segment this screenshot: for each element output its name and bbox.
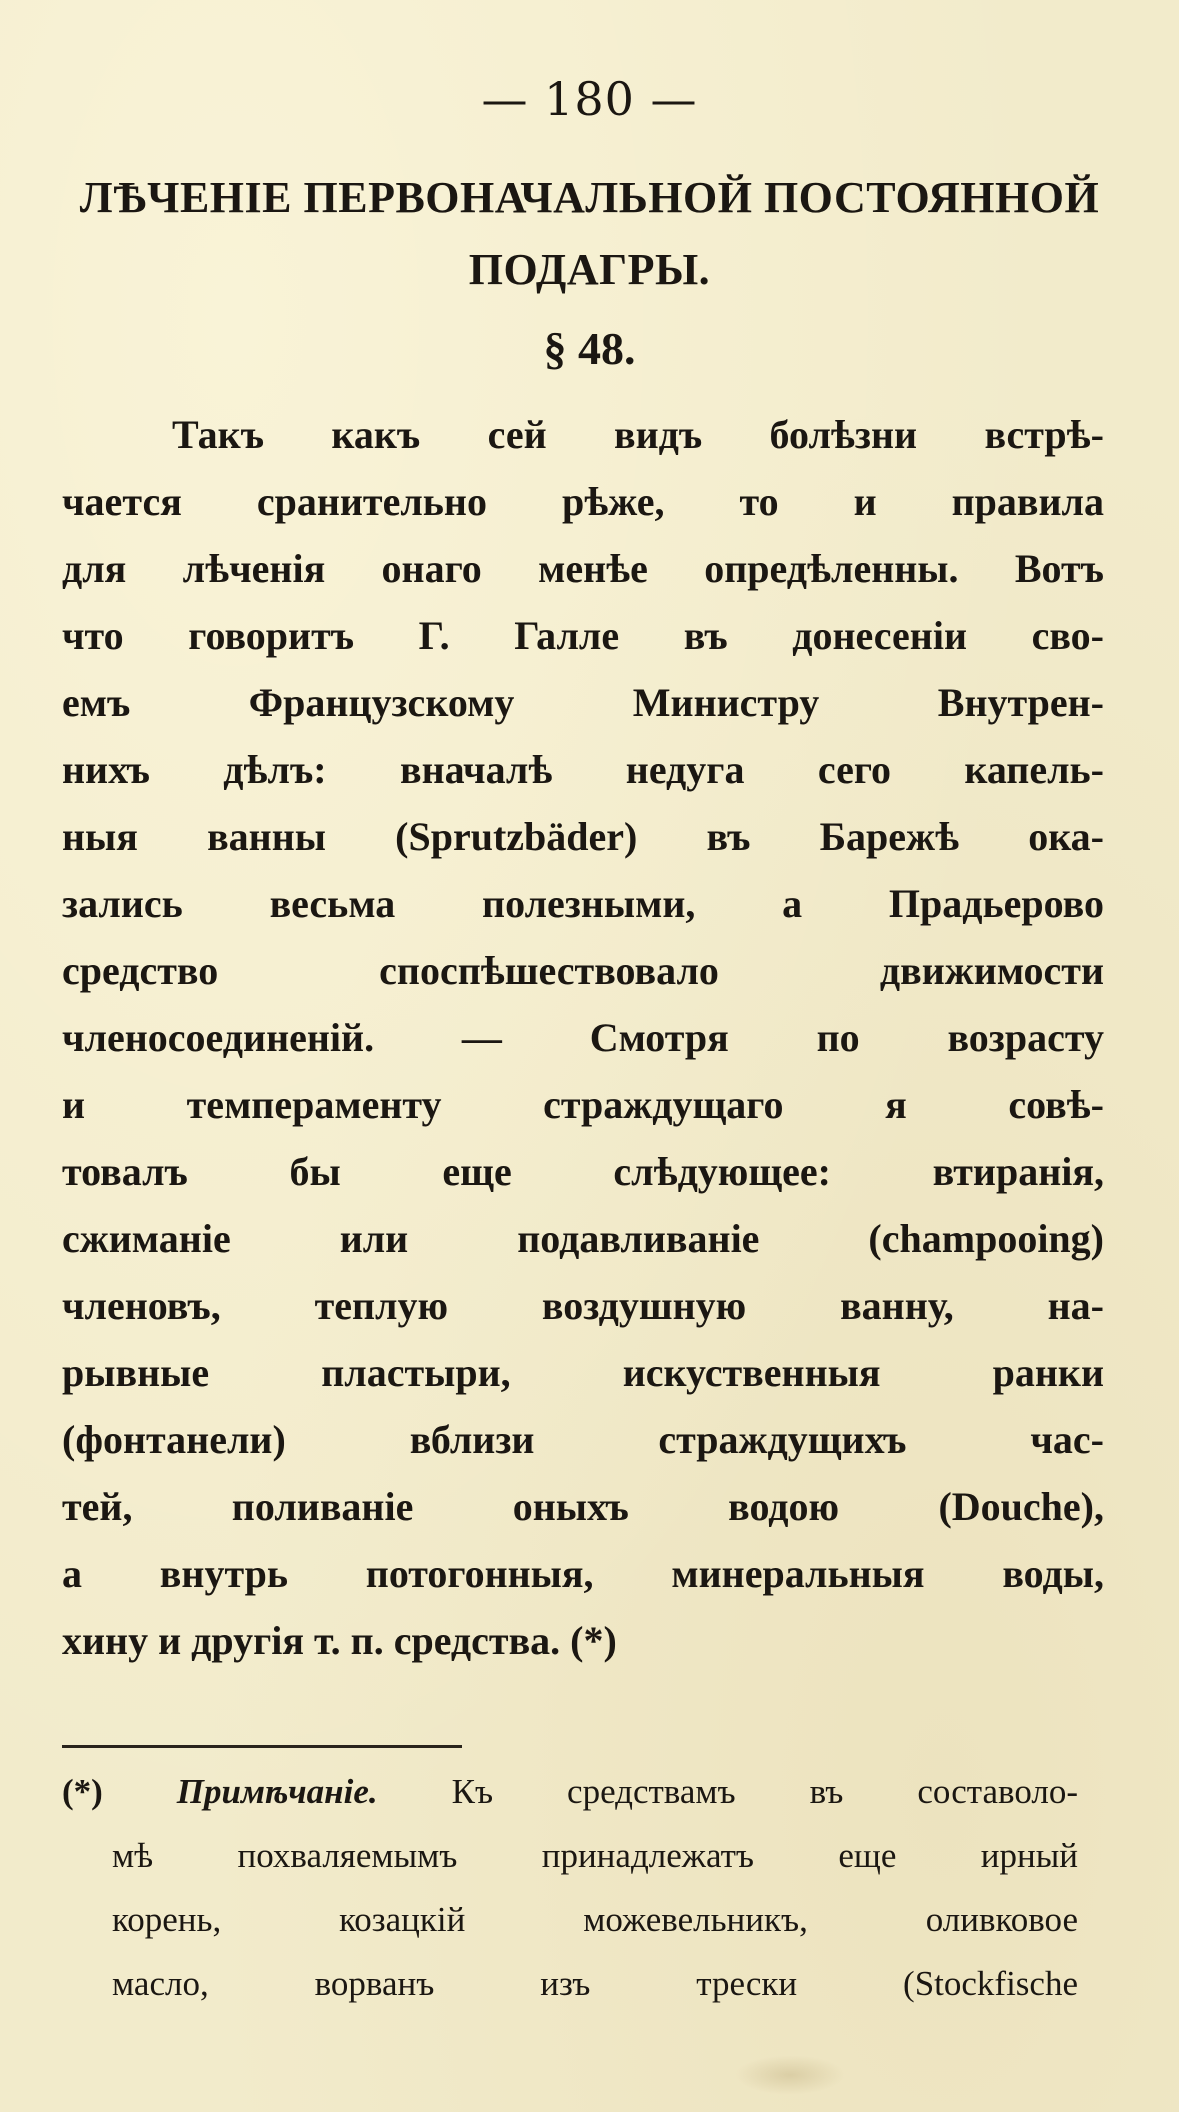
footnote-divider: [62, 1745, 462, 1748]
body-line: (фонтанели) вблизи страждущихъ час-: [62, 1417, 1104, 1462]
body-line: и темпераменту страждущаго я совѣ-: [62, 1082, 1104, 1127]
footnote-line: мѣ похваляемымъ принадлежатъ еще ирный: [112, 1836, 1078, 1875]
body-line: а внутрь потогонныя, минеральныя воды,: [62, 1551, 1104, 1596]
section-number: § 48.: [543, 323, 636, 374]
footnote-line: [62, 1770, 1078, 1814]
body-line: членосоединеній. — Смотря по возрасту: [62, 1015, 1104, 1060]
footnote-line: масло, ворванъ изъ трески (Stockfische: [112, 1964, 1078, 2003]
body-line: чается сранительно рѣже, то и правила: [62, 479, 1104, 524]
body-line: средство споспѣшествовало движимости: [62, 948, 1104, 993]
footnote-line: корень, козацкій можевельникъ, оливковое: [112, 1900, 1078, 1939]
page-number: — 180 —: [481, 72, 698, 126]
body-line: тей, поливаніе оныхъ водою (Douche),: [62, 1484, 1104, 1529]
chapter-title-line-2: ПОДАГРЫ.: [468, 245, 711, 294]
body-line: емъ Французскому Министру Внутрен-: [62, 680, 1104, 725]
body-line: сжиманіе или подавливаніе (champooing): [62, 1216, 1104, 1261]
chapter-title-line-1: ЛѢЧЕНІЕ ПЕРВОНАЧАЛЬНОЙ ПОСТОЯННОЙ: [79, 173, 1100, 222]
body-line: хину и другія т. п. средства. (*): [62, 1618, 617, 1663]
body-line: Такъ какъ сей видъ болѣзни встрѣ-: [172, 412, 1104, 457]
body-line: нихъ дѣлъ: вначалѣ недуга сего капель-: [62, 747, 1104, 792]
body-line: что говоритъ Г. Галле въ донесеніи сво-: [62, 613, 1104, 658]
body-line: членовъ, теплую воздушную ванну, на-: [62, 1283, 1104, 1328]
body-line: ныя ванны (Sprutzbäder) въ Барежѣ ока-: [62, 814, 1104, 859]
footnote-mark: (*): [62, 1772, 103, 1811]
body-line: товалъ бы еще слѣдующее: втиранія,: [62, 1149, 1104, 1194]
body-line: зались весьма полезными, а Прадьерово: [62, 881, 1104, 926]
paper-stain: [735, 2055, 845, 2095]
footnote-label: Примѣчаніе.: [176, 1772, 378, 1811]
body-line: для лѣченія онаго менѣе опредѣленны. Вотъ: [62, 546, 1104, 591]
body-line: рывные пластыри, искуственныя ранки: [62, 1350, 1104, 1395]
footnote-text: Къ средствамъ въ составоло-: [451, 1772, 1078, 1811]
